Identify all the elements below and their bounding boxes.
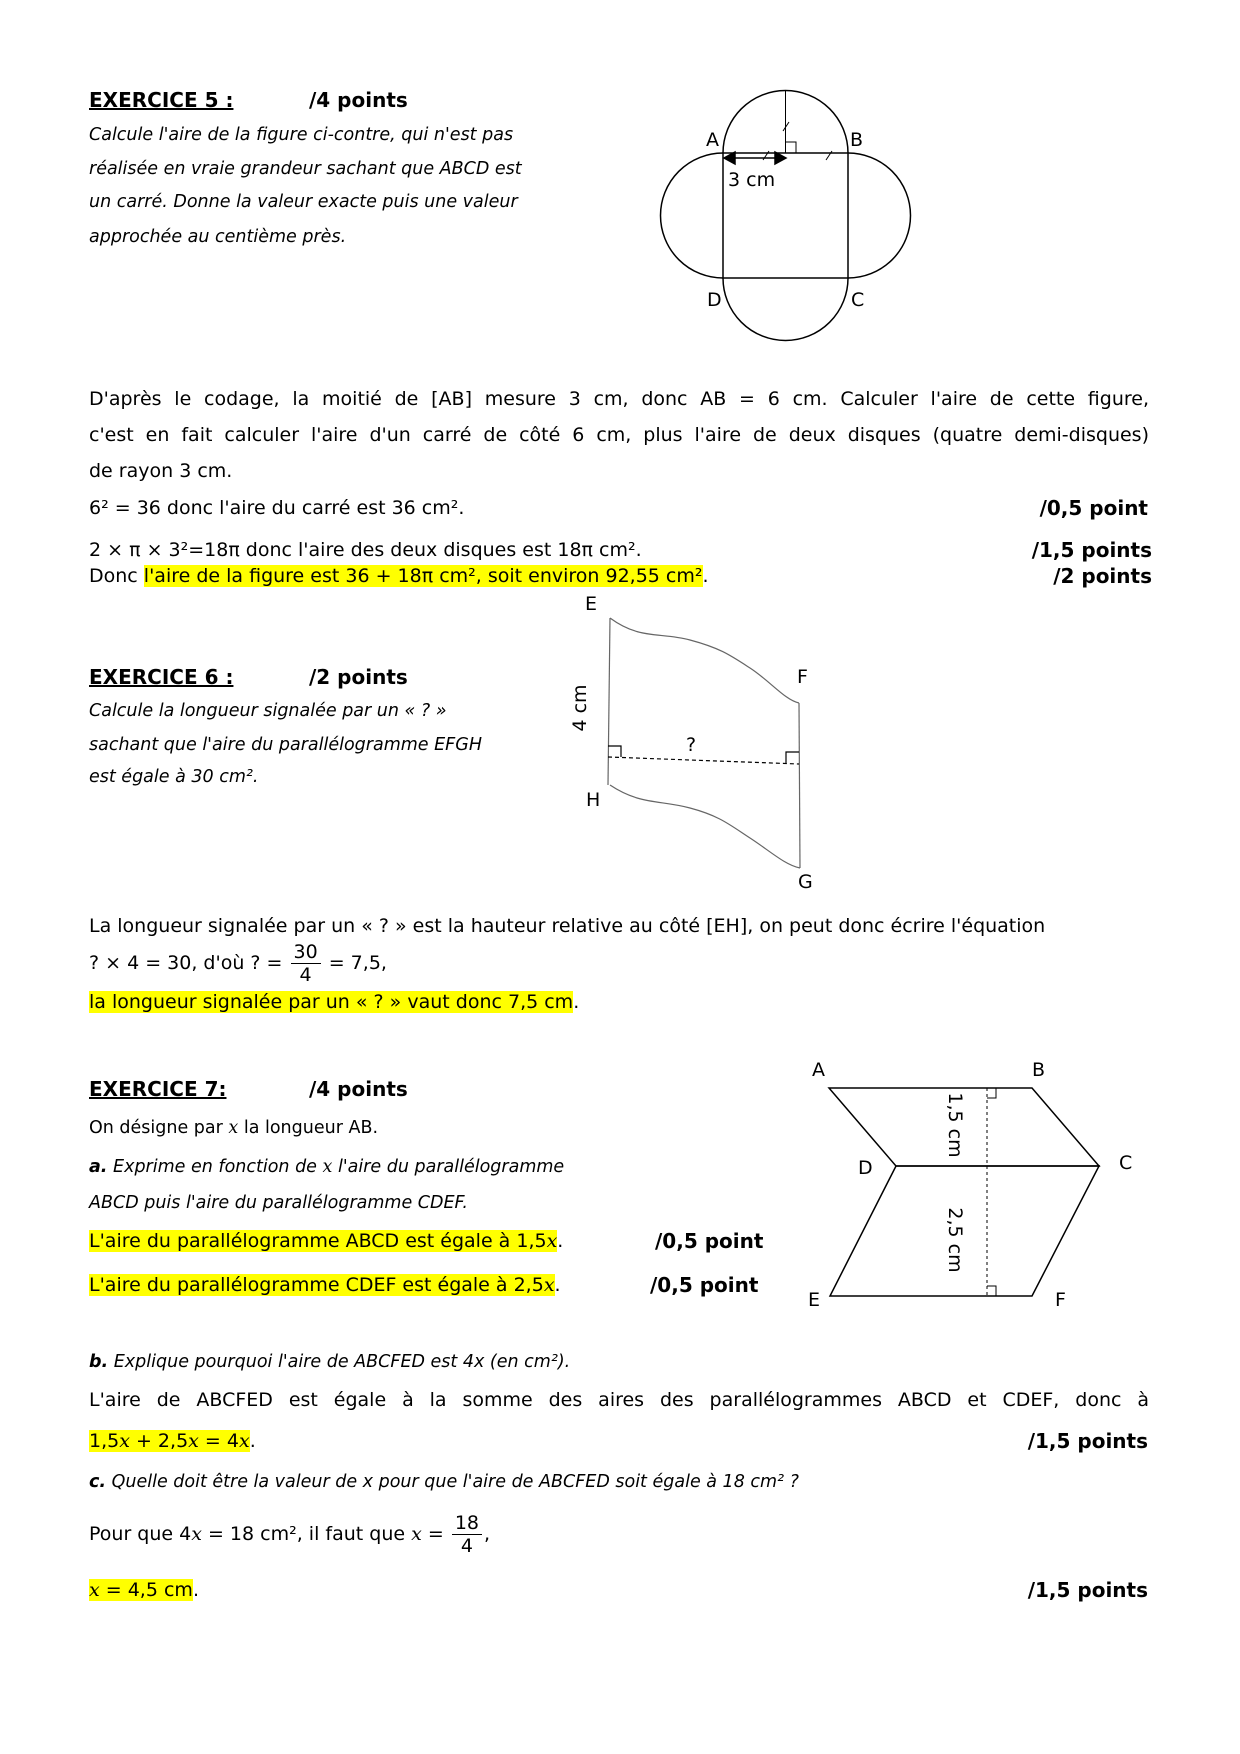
qb-text: Explique pourquoi l'aire de ABCFED est 4x (en cm²).	[108, 1352, 571, 1372]
ex6-conclusion-suffix: .	[573, 991, 580, 1013]
ans-c-mid: = 18 cm², il faut que	[201, 1523, 412, 1545]
qc-label: c.	[89, 1472, 107, 1492]
right-angle-mark	[987, 1088, 996, 1098]
ans-a2-points: /0,5 point	[650, 1273, 759, 1297]
arrow-head-right	[775, 152, 786, 164]
ans-a2-line: L'aire du parallélogramme CDEF est égale à 2,5x.	[89, 1274, 561, 1296]
wavy-side-hg	[610, 785, 800, 868]
ans-c-final-text: = 4,5 cm	[99, 1579, 193, 1601]
ans-a1-points: /0,5 point	[655, 1229, 764, 1253]
qa-label: a.	[89, 1157, 108, 1177]
ex6-figure	[608, 618, 800, 868]
var-x: x	[119, 1430, 130, 1452]
ex5-statement-3: un carré. Donne la valeur exacte puis une valeur	[89, 192, 518, 212]
ex5-statement-2: réalisée en vraie grandeur sachant que ABCD est	[89, 159, 522, 179]
ans-c-final-line: x = 4,5 cm.	[89, 1579, 199, 1601]
label-c: C	[1119, 1152, 1133, 1174]
label-a: A	[812, 1059, 825, 1081]
var-x: x	[543, 1274, 555, 1296]
ex5-statement-4: approchée au centième près.	[89, 227, 347, 247]
fraction-den: 4	[460, 1535, 473, 1557]
ans-c-points: /1,5 points	[1027, 1578, 1148, 1602]
ex5-figure	[661, 90, 911, 341]
ex6-statement-3: est égale à 30 cm².	[89, 767, 259, 787]
ans-a1-text: L'aire du parallélogramme ABCD est égale à 1,5	[89, 1230, 547, 1252]
right-angle-mark	[987, 1286, 996, 1296]
unknown-label: ?	[686, 734, 697, 756]
right-angle-mark	[786, 752, 799, 763]
side-eh	[608, 618, 610, 785]
height-label: 4 cm	[569, 684, 591, 732]
semicircle-bottom	[723, 278, 848, 341]
ex6-conclusion-line	[89, 990, 579, 1014]
wavy-side-ef	[610, 618, 799, 703]
ans-a2-text: L'aire du parallélogramme CDEF est égale à 2,5	[89, 1274, 544, 1296]
disc-area-line: 2 × π × 3²=18π donc l'aire des deux disques est 18π cm².	[89, 539, 642, 561]
ex6-conclusion: la longueur signalée par un « ? » vaut donc 7,5 cm	[89, 991, 574, 1013]
fraction	[452, 1512, 482, 1557]
var-x: x	[411, 1523, 422, 1545]
eq-part: 1,5	[89, 1430, 120, 1452]
ex5-statement-1: Calcule l'aire de la figure ci-contre, qui n'est pas	[89, 125, 514, 145]
qb-label: b.	[89, 1352, 109, 1372]
height-label-2: 2,5 cm	[944, 1207, 966, 1273]
ans-c-line: Pour que 4x = 18 cm², il faut que x = $\frac{18}{4}$ ,	[89, 1512, 491, 1557]
measure-label: 3 cm	[728, 169, 776, 191]
semicircle-left	[661, 153, 723, 278]
intro-a: On désigne par	[89, 1118, 229, 1138]
label-b: B	[850, 129, 864, 151]
label-d: D	[707, 289, 722, 311]
ex5-answer-1: D'après le codage, la moitié de [AB] mesure 3 cm, donc AB = 6 cm. Calculer l'aire de cette figure,	[89, 388, 1149, 410]
height-dotted	[608, 757, 799, 764]
ex5-answer-3: de rayon 3 cm.	[89, 460, 233, 482]
label-f: F	[1055, 1289, 1066, 1311]
side-fg	[799, 703, 800, 868]
ex7-question-c	[89, 1470, 799, 1494]
semicircle-right	[848, 153, 911, 278]
ans-b-points: /1,5 points	[1027, 1429, 1148, 1453]
label-h: H	[586, 789, 601, 811]
qc-text: Quelle doit être la valeur de x pour que l'aire de ABCFED soit égale à 18 cm² ?	[106, 1472, 799, 1492]
ex6-answer-line: La longueur signalée par un « ? » est la hauteur relative au côté [EH], on peut donc écrire l'équation	[89, 915, 1046, 937]
ans-c-eq: =	[421, 1523, 450, 1545]
var-x: x	[322, 1157, 333, 1177]
ex6-statement-1: Calcule la longueur signalée par un « ? »	[89, 701, 447, 721]
fraction	[291, 941, 321, 986]
label-b: B	[1032, 1059, 1046, 1081]
ex6-points: /2 points	[309, 665, 408, 689]
eq-part: = 4	[198, 1430, 239, 1452]
final-suffix: .	[702, 565, 709, 587]
eq-suffix: = 7,5,	[322, 952, 387, 974]
var-x: x	[238, 1430, 250, 1452]
ex6-header	[89, 665, 233, 689]
var-x: x	[191, 1523, 202, 1545]
label-f: F	[797, 666, 808, 688]
final-highlight: l'aire de la figure est 36 + 18π cm², soit environ 92,55 cm²	[143, 565, 703, 587]
var-x: x	[546, 1230, 558, 1252]
disc-points: /1,5 points	[1031, 538, 1152, 562]
ans-b-line: L'aire de ABCFED est égale à la somme des aires des parallélogrammes ABCD et CDEF, donc à	[89, 1389, 1149, 1411]
fraction-num: 18	[452, 1512, 482, 1535]
height-label-1: 1,5 cm	[944, 1092, 966, 1158]
ex5-points: /4 points	[309, 88, 408, 112]
ex6-statement-2: sachant que l'aire du parallélogramme EFGH	[89, 735, 482, 755]
ans-b-eq	[89, 1430, 250, 1452]
ex6-equation	[89, 940, 387, 986]
right-angle-mark	[608, 746, 621, 757]
intro-b: la longueur AB.	[238, 1118, 379, 1138]
fraction-num: 30	[291, 941, 321, 964]
label-c: C	[851, 289, 865, 311]
label-e: E	[585, 593, 598, 615]
ex7-intro	[89, 1116, 378, 1140]
final-points: /2 points	[1053, 564, 1152, 588]
ans-b-eq-line: 1,5x + 2,5x = 4x.	[89, 1430, 256, 1452]
var-x: x	[188, 1430, 199, 1452]
label-a: A	[706, 129, 719, 151]
square-points: /0,5 point	[1039, 496, 1148, 520]
ans-a1-line: L'aire du parallélogramme ABCD est égale à 1,5x.	[89, 1230, 564, 1252]
ans-c-final	[89, 1579, 193, 1601]
var-x: x	[228, 1118, 239, 1138]
ans-a1	[89, 1230, 557, 1252]
square-area-line: 6² = 36 donc l'aire du carré est 36 cm².	[89, 497, 465, 519]
ex5-title: EXERCICE 5 :	[89, 88, 234, 112]
eq-part: + 2,5	[129, 1430, 189, 1452]
ans-c-prefix: Pour que 4	[89, 1523, 192, 1545]
qa-text-a: Exprime en fonction de	[107, 1157, 323, 1177]
label-e: E	[808, 1289, 821, 1311]
right-angle-mark	[786, 142, 797, 153]
eq-prefix: ? × 4 = 30, d'où ? =	[89, 952, 289, 974]
ex7-points: /4 points	[309, 1077, 408, 1101]
final-prefix: Donc	[89, 565, 144, 587]
ans-a2	[89, 1274, 555, 1296]
qa-text-b: l'aire du parallélogramme	[332, 1157, 565, 1177]
final-line	[89, 564, 709, 588]
ex7-question-b	[89, 1350, 570, 1374]
label-d: D	[858, 1157, 873, 1179]
arrow-head-left	[724, 152, 735, 164]
ex7-question-a	[89, 1155, 564, 1179]
ex6-title: EXERCICE 6 :	[89, 665, 234, 689]
label-g: G	[798, 871, 813, 893]
ex5-answer-2: c'est en fait calculer l'aire d'un carré de côté 6 cm, plus l'aire de deux disques (quatre demi-disques)	[89, 424, 1149, 446]
ex7-header	[89, 1077, 226, 1101]
fraction-den: 4	[299, 964, 312, 986]
ex7-question-a-2: ABCD puis l'aire du parallélogramme CDEF.	[89, 1193, 468, 1213]
ex7-title: EXERCICE 7:	[89, 1077, 227, 1101]
var-x: x	[89, 1579, 100, 1601]
